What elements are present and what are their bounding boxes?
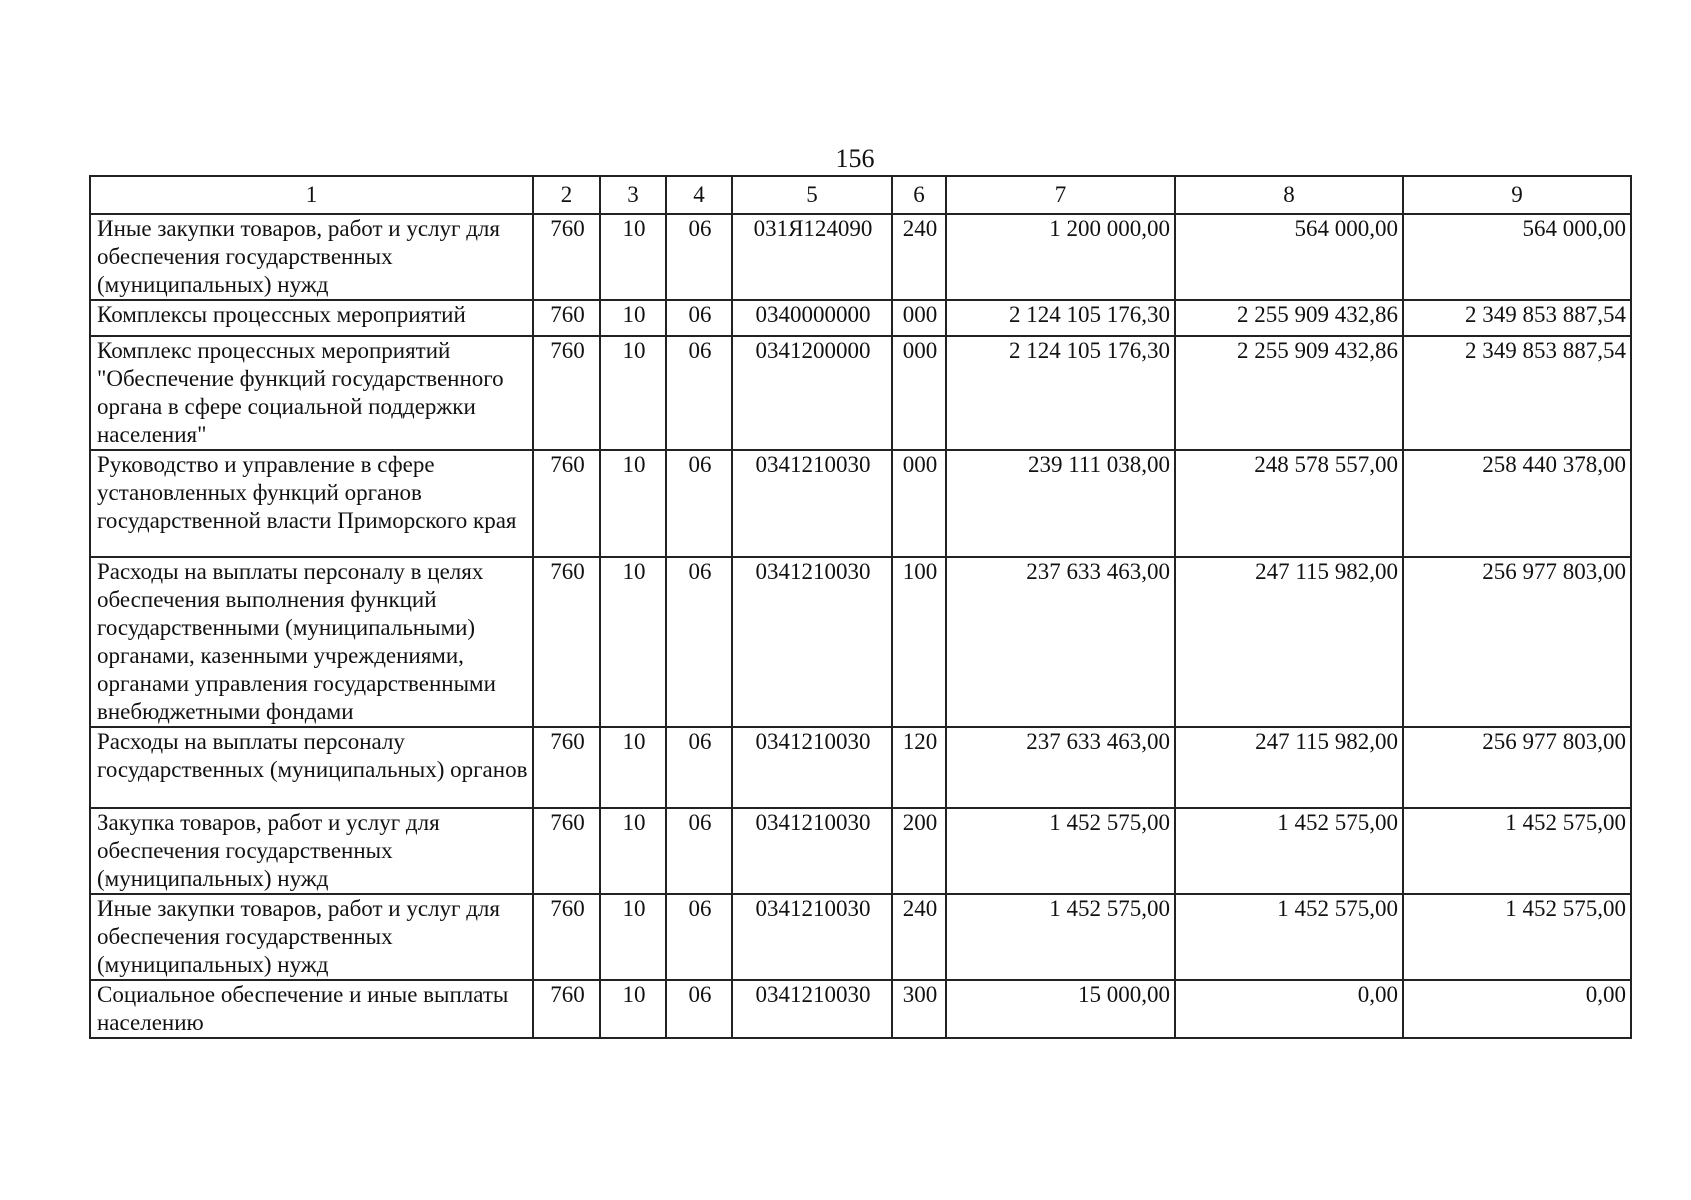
row-code-4-cell: 06 bbox=[666, 727, 732, 808]
row-code-3-cell: 10 bbox=[600, 980, 666, 1038]
row-name-cell: Иные закупки товаров, работ и услуг для обеспечения государственных (муниципальных) нужд bbox=[90, 214, 533, 300]
row-name-cell: Расходы на выплаты персоналу государственных (муниципальных) органов bbox=[90, 727, 533, 808]
row-code-6-cell: 000 bbox=[892, 300, 946, 336]
row-code-4-cell: 06 bbox=[666, 336, 732, 450]
row-code-3-cell: 10 bbox=[600, 557, 666, 727]
header-cell: 2 bbox=[533, 176, 600, 214]
row-code-5-cell: 0341210030 bbox=[732, 808, 892, 894]
row-code-2-cell: 760 bbox=[533, 980, 600, 1038]
row-name-cell: Иные закупки товаров, работ и услуг для обеспечения государственных (муниципальных) нужд bbox=[90, 894, 533, 980]
row-amount-8-cell: 247 115 982,00 bbox=[1175, 557, 1403, 727]
row-amount-7-cell: 2 124 105 176,30 bbox=[946, 336, 1175, 450]
row-amount-9-cell: 1 452 575,00 bbox=[1403, 894, 1631, 980]
row-name-cell: Социальное обеспечение и иные выплаты населению bbox=[90, 980, 533, 1038]
row-code-4-cell: 06 bbox=[666, 980, 732, 1038]
row-code-3-cell: 10 bbox=[600, 894, 666, 980]
row-code-6-cell: 240 bbox=[892, 894, 946, 980]
table-row bbox=[90, 336, 1631, 450]
row-code-3-cell: 10 bbox=[600, 450, 666, 557]
row-amount-7-cell: 237 633 463,00 bbox=[946, 557, 1175, 727]
row-amount-8-cell: 248 578 557,00 bbox=[1175, 450, 1403, 557]
row-amount-8-cell: 1 452 575,00 bbox=[1175, 808, 1403, 894]
table-row bbox=[90, 450, 1631, 557]
row-code-5-cell: 0341200000 bbox=[732, 336, 892, 450]
page-number: 156 bbox=[835, 144, 875, 173]
row-code-4-cell: 06 bbox=[666, 557, 732, 727]
budget-table bbox=[89, 175, 1632, 1039]
row-code-2-cell: 760 bbox=[533, 336, 600, 450]
row-name-cell: Комплекс процессных мероприятий "Обеспечение функций государственного органа в сфере социальной поддержки населения" bbox=[90, 336, 533, 450]
header-row bbox=[90, 176, 1631, 214]
row-code-2-cell: 760 bbox=[533, 894, 600, 980]
table-row bbox=[90, 894, 1631, 980]
row-code-5-cell: 0341210030 bbox=[732, 980, 892, 1038]
row-code-3-cell: 10 bbox=[600, 336, 666, 450]
header-cell: 3 bbox=[600, 176, 666, 214]
row-name-cell: Комплексы процессных мероприятий bbox=[90, 300, 533, 336]
row-code-4-cell: 06 bbox=[666, 808, 732, 894]
row-code-5-cell: 0341210030 bbox=[732, 450, 892, 557]
row-name-cell: Расходы на выплаты персоналу в целях обеспечения выполнения функций государственными (муниципальными) органами, казенными учреждениями, органами управления государственными внебюджетными фондами bbox=[90, 557, 533, 727]
table-row bbox=[90, 727, 1631, 808]
header-cell: 4 bbox=[666, 176, 732, 214]
row-code-3-cell: 10 bbox=[600, 808, 666, 894]
row-code-2-cell: 760 bbox=[533, 557, 600, 727]
row-code-6-cell: 120 bbox=[892, 727, 946, 808]
row-amount-8-cell: 1 452 575,00 bbox=[1175, 894, 1403, 980]
row-code-2-cell: 760 bbox=[533, 214, 600, 300]
row-name-cell: Закупка товаров, работ и услуг для обеспечения государственных (муниципальных) нужд bbox=[90, 808, 533, 894]
row-amount-9-cell: 564 000,00 bbox=[1403, 214, 1631, 300]
table-row bbox=[90, 980, 1631, 1038]
row-amount-9-cell: 256 977 803,00 bbox=[1403, 557, 1631, 727]
row-code-3-cell: 10 bbox=[600, 300, 666, 336]
row-amount-7-cell: 1 452 575,00 bbox=[946, 894, 1175, 980]
row-amount-9-cell: 256 977 803,00 bbox=[1403, 727, 1631, 808]
table-row bbox=[90, 300, 1631, 336]
row-code-3-cell: 10 bbox=[600, 214, 666, 300]
row-amount-8-cell: 2 255 909 432,86 bbox=[1175, 336, 1403, 450]
row-code-5-cell: 031Я124090 bbox=[732, 214, 892, 300]
header-cell: 6 bbox=[892, 176, 946, 214]
row-code-4-cell: 06 bbox=[666, 300, 732, 336]
row-code-2-cell: 760 bbox=[533, 450, 600, 557]
row-code-4-cell: 06 bbox=[666, 214, 732, 300]
row-code-6-cell: 300 bbox=[892, 980, 946, 1038]
header-cell: 9 bbox=[1403, 176, 1631, 214]
header-cell: 1 bbox=[90, 176, 533, 214]
row-code-6-cell: 200 bbox=[892, 808, 946, 894]
row-code-6-cell: 240 bbox=[892, 214, 946, 300]
row-code-2-cell: 760 bbox=[533, 727, 600, 808]
row-code-4-cell: 06 bbox=[666, 894, 732, 980]
row-amount-7-cell: 237 633 463,00 bbox=[946, 727, 1175, 808]
table-row bbox=[90, 557, 1631, 727]
row-code-3-cell: 10 bbox=[600, 727, 666, 808]
row-amount-7-cell: 2 124 105 176,30 bbox=[946, 300, 1175, 336]
row-amount-9-cell: 0,00 bbox=[1403, 980, 1631, 1038]
table-row bbox=[90, 214, 1631, 300]
row-amount-7-cell: 1 452 575,00 bbox=[946, 808, 1175, 894]
row-amount-9-cell: 1 452 575,00 bbox=[1403, 808, 1631, 894]
row-code-4-cell: 06 bbox=[666, 450, 732, 557]
row-name-cell: Руководство и управление в сфере установленных функций органов государственной власти Приморского края bbox=[90, 450, 533, 557]
header-cell: 5 bbox=[732, 176, 892, 214]
header-cell: 7 bbox=[946, 176, 1175, 214]
row-amount-9-cell: 258 440 378,00 bbox=[1403, 450, 1631, 557]
row-code-2-cell: 760 bbox=[533, 808, 600, 894]
header-cell: 8 bbox=[1175, 176, 1403, 214]
row-code-6-cell: 100 bbox=[892, 557, 946, 727]
row-code-5-cell: 0341210030 bbox=[732, 894, 892, 980]
row-amount-7-cell: 15 000,00 bbox=[946, 980, 1175, 1038]
row-code-2-cell: 760 bbox=[533, 300, 600, 336]
row-amount-8-cell: 247 115 982,00 bbox=[1175, 727, 1403, 808]
row-amount-8-cell: 2 255 909 432,86 bbox=[1175, 300, 1403, 336]
row-code-5-cell: 0340000000 bbox=[732, 300, 892, 336]
row-amount-9-cell: 2 349 853 887,54 bbox=[1403, 300, 1631, 336]
row-amount-9-cell: 2 349 853 887,54 bbox=[1403, 336, 1631, 450]
row-amount-8-cell: 0,00 bbox=[1175, 980, 1403, 1038]
table-row bbox=[90, 808, 1631, 894]
row-amount-7-cell: 239 111 038,00 bbox=[946, 450, 1175, 557]
row-code-5-cell: 0341210030 bbox=[732, 557, 892, 727]
row-amount-8-cell: 564 000,00 bbox=[1175, 214, 1403, 300]
row-amount-7-cell: 1 200 000,00 bbox=[946, 214, 1175, 300]
row-code-6-cell: 000 bbox=[892, 336, 946, 450]
row-code-5-cell: 0341210030 bbox=[732, 727, 892, 808]
row-code-6-cell: 000 bbox=[892, 450, 946, 557]
